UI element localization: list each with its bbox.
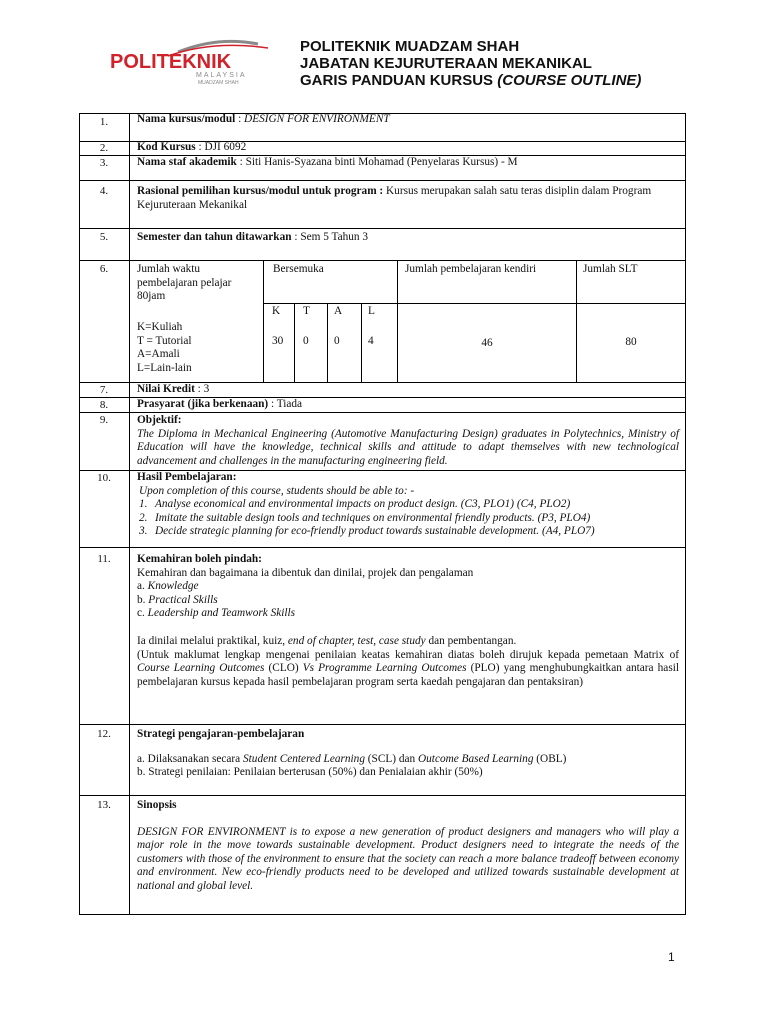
list-item: 2. Imitate the suitable design tools and techniques on environmental friendly products. (P3, PLO4) <box>139 511 591 524</box>
transferable-skills-label: Kemahiran boleh pindah: <box>137 553 262 565</box>
course-name-value: DESIGN FOR ENVIRONMENT <box>244 113 390 125</box>
slt-header: Jumlah SLT <box>583 263 638 275</box>
transferable-skills-row: Kemahiran boleh pindah: Kemahiran dan bagaimana ia dibentuk dan dinilai, projek dan pengalaman a. Knowledge b. Practical Skills c. Leadership and Teamwork Skills Ia dinilai melalui praktikal, kuiz, end of chapter, test, case study dan pembentangan. (Untuk maklumat lengkap mengenai penilaian keatas kemahiran diatas boleh dirujuk kepada pemetaan Matrix of Course Learning Outcomes (CLO) Vs Programme Learning Outcomes (PLO) yang menghubungkaitkan antara hasil pembelajaran kursus kepada hasil pembelajaran program serta kaedah pengajaran dan pentaksiran) <box>137 553 679 688</box>
hours-legend: K=Kuliah T = Tutorial A=Amali L=Lain-lain <box>137 321 192 374</box>
row-number: 10. <box>97 472 111 484</box>
col-l: L <box>368 305 375 317</box>
rationale-row: Rasional pemilihan kursus/modul untuk program : Kursus merupakan salah satu teras disiplin dalam Program Kejuruteraan Mekanikal <box>137 185 652 211</box>
logo-subtext: MALAYSIA <box>196 72 247 79</box>
academic-staff-row: Nama staf akademik : Siti Hanis-Syazana binti Mohamad (Penyelaras Kursus) - M <box>137 156 518 168</box>
list-item: 3. Decide strategic planning for eco-friendly product towards sustainable development. (A4, PLO7) <box>139 525 595 538</box>
learning-outcomes-row <box>137 471 682 539</box>
row-number: 13. <box>97 799 111 811</box>
col-t: T <box>303 305 310 317</box>
objective-text: The Diploma in Mechanical Engineering (Automotive Manufacturing Design) graduates in Polytechnics, Ministry of Education will have the knowledge, technical skills and attitude to adapt themselves with new technological advancement and challenges in the manufacturing engineering field. <box>137 427 679 467</box>
prerequisite-row: Prasyarat (jika berkenaan) : Tiada <box>137 398 303 410</box>
objective-row <box>137 414 679 468</box>
val-t: 0 <box>303 335 309 347</box>
list-item: 1. Analyse economical and environmental impacts on product design. (C3, PLO1) (C4, PLO2) <box>139 498 571 511</box>
logo-text: POLITEKNIK <box>110 51 232 73</box>
academic-staff-value: Siti Hanis-Syazana binti Mohamad (Penyelaras Kursus) - M <box>245 156 518 168</box>
val-l: 4 <box>368 335 374 347</box>
semester-row: Semester dan tahun ditawarkan : Sem 5 Tahun 3 <box>137 231 369 243</box>
face-to-face-header: Bersemuka <box>273 263 324 275</box>
teaching-strategy-row: Strategi pengajaran-pembelajaran a. Dilaksanakan secara Student Centered Learning (SCL) dan Outcome Based Learning (OBL) b. Strategi penilaian: Penilaian berterusan (50%) dan Penialaian akhir (50%) <box>137 728 679 780</box>
course-code-row: Kod Kursus : DJI 6092 <box>137 141 247 153</box>
synopsis-label: Sinopsis <box>137 799 177 811</box>
self-learning-header: Jumlah pembelajaran kendiri <box>405 263 537 275</box>
row-number: 6. <box>99 263 109 275</box>
row-number: 7. <box>99 384 109 396</box>
learning-outcomes-intro: Upon completion of this course, students should be able to: - <box>139 484 415 497</box>
val-k: 30 <box>272 335 284 347</box>
row-number: 5. <box>99 231 109 243</box>
credit-row: Nilai Kredit : 3 <box>137 383 210 395</box>
teaching-strategy-label: Strategi pengajaran-pembelajaran <box>137 728 305 740</box>
header-line-2: JABATAN KEJURUTERAAN MEKANIKAL <box>300 55 592 72</box>
learning-outcomes-label: Hasil Pembelajaran: <box>137 471 237 483</box>
header-line-3: GARIS PANDUAN KURSUS (COURSE OUTLINE) <box>300 72 642 89</box>
col-k: K <box>272 305 281 317</box>
row-number: 12. <box>97 728 111 740</box>
course-name-row: Nama kursus/modul : DESIGN FOR ENVIRONMENT <box>137 113 390 125</box>
synopsis-row <box>137 799 679 894</box>
logo-subtext-2: MUADZAM SHAH <box>198 80 239 86</box>
row-number: 8. <box>99 399 109 411</box>
synopsis-text: DESIGN FOR ENVIRONMENT is to expose a new generation of product designers and managers who will play a major role in the move towards sustainable development. Product designers need to integrate the needs of the customers with those of the environment to ensure that the society can reach a more balance tradeoff between economy and environment. New eco-friendly products need to be developed and utilized towards sustainable development at national and global level. <box>137 825 679 892</box>
header-line-1: POLITEKNIK MUADZAM SHAH <box>300 38 520 55</box>
row-number: 3. <box>99 157 109 169</box>
document-header <box>300 38 641 89</box>
val-a: 0 <box>334 335 340 347</box>
slt-value: 80 <box>625 336 637 348</box>
self-learning-value: 46 <box>481 337 493 349</box>
col-a: A <box>334 305 343 317</box>
page-number: 1 <box>668 950 675 964</box>
row-number: 1. <box>99 116 109 128</box>
learning-hours-label: Jumlah waktu pembelajaran pelajar 80jam <box>137 263 232 303</box>
row-number: 4. <box>99 185 109 197</box>
row-number: 2. <box>99 142 109 154</box>
politeknik-logo <box>108 34 283 86</box>
row-number: 11. <box>97 553 111 565</box>
objective-label: Objektif: <box>137 414 182 426</box>
row-number: 9. <box>99 414 109 426</box>
course-code-value: DJI 6092 <box>204 141 247 153</box>
